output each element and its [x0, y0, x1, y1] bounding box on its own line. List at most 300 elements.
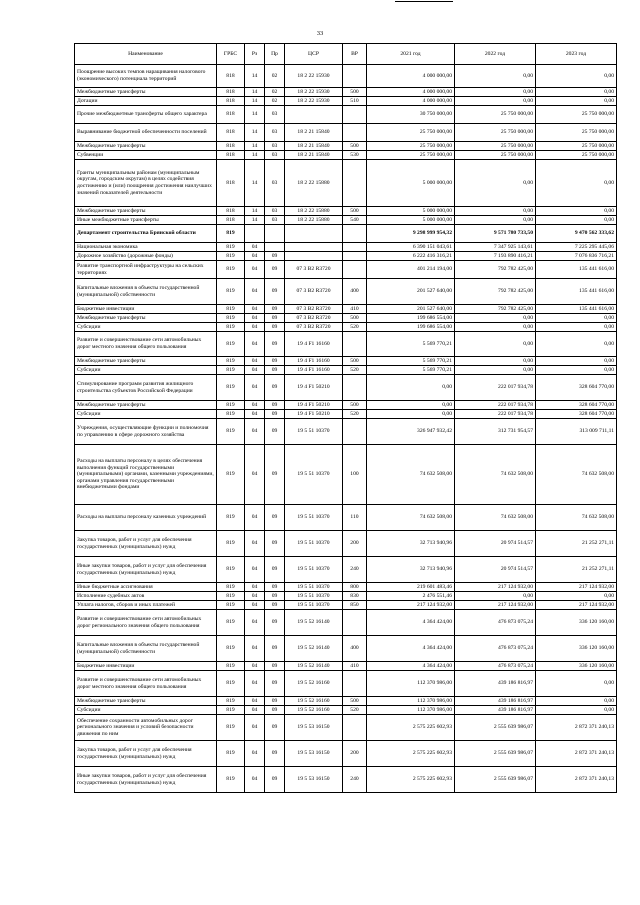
cell-2023: 0,00 — [536, 592, 617, 601]
cell-pr — [265, 243, 285, 252]
cell-2022: 0,00 — [455, 216, 536, 225]
cell-grbs: 819 — [217, 252, 245, 261]
cell-csr: 07 3 В2 R3720 — [285, 305, 343, 314]
cell-csr: 18 2 22 15930 — [285, 97, 343, 106]
cell-2022: 222 017 934,78 — [455, 375, 536, 401]
cell-grbs: 819 — [217, 531, 245, 557]
cell-name: Межбюджетные трансферты — [75, 88, 217, 97]
cell-2023: 336 120 160,00 — [536, 636, 617, 662]
cell-2021: 25 750 000,00 — [367, 124, 455, 142]
cell-vr: 530 — [343, 151, 367, 160]
cell-2022: 9 571 780 733,50 — [455, 225, 536, 243]
table-row — [75, 142, 617, 151]
cell-pr: 09 — [265, 592, 285, 601]
cell-2022: 25 750 000,00 — [455, 142, 536, 151]
cell-name: Исполнение судебных актов — [75, 592, 217, 601]
table-row — [75, 445, 617, 505]
cell-vr: 500 — [343, 357, 367, 366]
cell-2022: 74 632 508,00 — [455, 445, 536, 505]
cell-grbs: 819 — [217, 261, 245, 279]
cell-2023: 25 750 000,00 — [536, 142, 617, 151]
cell-grbs: 819 — [217, 741, 245, 767]
cell-grbs: 819 — [217, 419, 245, 445]
cell-2021: 199 686 554,00 — [367, 323, 455, 332]
cell-2021: 0,00 — [367, 410, 455, 419]
cell-name: Капитальные вложения в объекты государственной (муниципальной) собственности — [75, 636, 217, 662]
cell-2023: 217 124 932,00 — [536, 601, 617, 610]
cell-vr: 400 — [343, 279, 367, 305]
table-row — [75, 243, 617, 252]
cell-2023: 0,00 — [536, 160, 617, 207]
cell-csr: 07 3 В2 R3720 — [285, 323, 343, 332]
cell-name: Гранты муниципальным районам (муниципальным округам, городским округам) в целях содействия достижению и (или) поощрения достижения наилучших значений показателей деятельности — [75, 160, 217, 207]
cell-name: Дорожное хозяйство (дорожные фонды) — [75, 252, 217, 261]
cell-csr: 19 5 52 16160 — [285, 671, 343, 697]
cell-vr: 500 — [343, 142, 367, 151]
cell-pr: 09 — [265, 419, 285, 445]
cell-vr: 240 — [343, 767, 367, 793]
cell-rz: 04 — [245, 375, 265, 401]
cell-rz: 04 — [245, 243, 265, 252]
cell-name: Развитие и совершенствование сети автомобильных дорог местного значения общего пользования — [75, 671, 217, 697]
cell-grbs: 819 — [217, 323, 245, 332]
cell-2021: 6 390 151 043,61 — [367, 243, 455, 252]
cell-vr — [343, 715, 367, 741]
table-row — [75, 65, 617, 88]
table-row — [75, 261, 617, 279]
cell-rz: 04 — [245, 332, 265, 357]
cell-2022: 792 782 425,00 — [455, 261, 536, 279]
table-row — [75, 715, 617, 741]
cell-2021: 25 750 000,00 — [367, 142, 455, 151]
cell-pr: 09 — [265, 697, 285, 706]
cell-2022: 792 782 425,00 — [455, 279, 536, 305]
cell-rz: 04 — [245, 261, 265, 279]
cell-csr: 19 5 52 16140 — [285, 610, 343, 636]
cell-2021: 4 364 424,00 — [367, 610, 455, 636]
cell-csr: 19 4 F1 50210 — [285, 410, 343, 419]
header-vr: ВР — [343, 44, 367, 65]
cell-2022: 2 555 639 986,07 — [455, 741, 536, 767]
cell-2023: 328 604 770,00 — [536, 401, 617, 410]
cell-rz: 04 — [245, 583, 265, 592]
cell-2021: 201 527 640,00 — [367, 279, 455, 305]
cell-name: Субсидии — [75, 706, 217, 715]
cell-rz — [245, 225, 265, 243]
cell-2023: 25 750 000,00 — [536, 106, 617, 124]
cell-2022: 217 124 932,00 — [455, 601, 536, 610]
table-row — [75, 279, 617, 305]
cell-name: Иные закупки товаров, работ и услуг для обеспечения государственных (муниципальных) нужд — [75, 557, 217, 583]
cell-2023: 313 009 711,11 — [536, 419, 617, 445]
cell-pr: 09 — [265, 410, 285, 419]
cell-2023: 336 120 160,00 — [536, 662, 617, 671]
cell-name: Департамент строительства Брянской области — [75, 225, 217, 243]
cell-2023: 0,00 — [536, 366, 617, 375]
cell-2022: 20 974 514,57 — [455, 557, 536, 583]
table-row — [75, 375, 617, 401]
cell-2022: 476 873 075,24 — [455, 662, 536, 671]
cell-2023: 0,00 — [536, 88, 617, 97]
cell-grbs: 819 — [217, 715, 245, 741]
cell-rz: 04 — [245, 305, 265, 314]
cell-grbs: 819 — [217, 557, 245, 583]
cell-pr: 09 — [265, 610, 285, 636]
cell-csr: 19 4 F1 16160 — [285, 366, 343, 375]
cell-grbs: 818 — [217, 151, 245, 160]
header-2023: 2023 год — [536, 44, 617, 65]
cell-rz: 04 — [245, 697, 265, 706]
table-row — [75, 88, 617, 97]
cell-2023: 74 632 508,00 — [536, 445, 617, 505]
cell-2022: 217 124 932,00 — [455, 583, 536, 592]
cell-name: Расходы на выплаты персоналу казенных учреждений — [75, 505, 217, 531]
cell-2021: 32 713 940,96 — [367, 531, 455, 557]
cell-2023: 0,00 — [536, 332, 617, 357]
cell-2023: 217 124 932,00 — [536, 583, 617, 592]
cell-2023: 135 441 616,00 — [536, 305, 617, 314]
table-row — [75, 767, 617, 793]
cell-pr: 09 — [265, 279, 285, 305]
cell-rz: 04 — [245, 419, 265, 445]
cell-rz: 04 — [245, 610, 265, 636]
cell-name: Капитальные вложения в объекты государственной (муниципальной) собственности — [75, 279, 217, 305]
cell-2022: 476 873 075,24 — [455, 610, 536, 636]
budget-table — [74, 43, 617, 793]
cell-rz: 14 — [245, 106, 265, 124]
cell-csr: 19 5 51 10370 — [285, 557, 343, 583]
cell-pr: 03 — [265, 207, 285, 216]
top-rule — [395, 1, 453, 2]
cell-2022: 7 347 925 143,61 — [455, 243, 536, 252]
cell-vr: 100 — [343, 445, 367, 505]
cell-vr: 500 — [343, 401, 367, 410]
cell-grbs: 819 — [217, 243, 245, 252]
cell-grbs: 818 — [217, 65, 245, 88]
cell-csr: 19 5 52 16160 — [285, 706, 343, 715]
table-row — [75, 419, 617, 445]
cell-name: Межбюджетные трансферты — [75, 697, 217, 706]
cell-rz: 14 — [245, 160, 265, 207]
cell-2022: 20 974 514,57 — [455, 531, 536, 557]
cell-csr: 18 2 21 15840 — [285, 124, 343, 142]
cell-rz: 04 — [245, 741, 265, 767]
cell-2022: 2 555 639 986,07 — [455, 715, 536, 741]
cell-name: Субвенции — [75, 151, 217, 160]
cell-2022: 0,00 — [455, 332, 536, 357]
cell-vr — [343, 124, 367, 142]
cell-rz: 04 — [245, 592, 265, 601]
cell-grbs: 819 — [217, 505, 245, 531]
cell-pr: 03 — [265, 216, 285, 225]
cell-name: Прочие межбюджетные трансферты общего характера — [75, 106, 217, 124]
cell-2022: 222 017 934,78 — [455, 410, 536, 419]
cell-pr: 09 — [265, 314, 285, 323]
cell-rz: 14 — [245, 65, 265, 88]
cell-rz: 14 — [245, 124, 265, 142]
cell-csr — [285, 243, 343, 252]
cell-rz: 04 — [245, 662, 265, 671]
cell-csr: 18 2 22 15930 — [285, 65, 343, 88]
cell-csr: 19 5 51 10370 — [285, 592, 343, 601]
cell-rz: 14 — [245, 207, 265, 216]
cell-grbs: 819 — [217, 279, 245, 305]
cell-pr — [265, 225, 285, 243]
cell-vr — [343, 225, 367, 243]
cell-vr: 850 — [343, 601, 367, 610]
cell-grbs: 818 — [217, 160, 245, 207]
table-row — [75, 305, 617, 314]
cell-2021: 0,00 — [367, 375, 455, 401]
cell-name: Бюджетные инвестиции — [75, 305, 217, 314]
header-name: Наименование — [75, 44, 217, 65]
cell-rz: 04 — [245, 636, 265, 662]
cell-vr — [343, 252, 367, 261]
cell-2021: 6 222 416 316,21 — [367, 252, 455, 261]
cell-vr — [343, 332, 367, 357]
table-row — [75, 592, 617, 601]
cell-rz: 04 — [245, 314, 265, 323]
table-row — [75, 671, 617, 697]
cell-rz: 04 — [245, 357, 265, 366]
cell-vr: 800 — [343, 583, 367, 592]
cell-vr — [343, 65, 367, 88]
cell-pr: 09 — [265, 706, 285, 715]
cell-vr — [343, 419, 367, 445]
cell-pr: 03 — [265, 151, 285, 160]
cell-vr: 520 — [343, 706, 367, 715]
cell-2021: 2 575 225 602,93 — [367, 715, 455, 741]
cell-rz: 04 — [245, 715, 265, 741]
cell-grbs: 818 — [217, 142, 245, 151]
cell-grbs: 819 — [217, 636, 245, 662]
cell-vr: 240 — [343, 557, 367, 583]
cell-rz: 04 — [245, 323, 265, 332]
cell-pr: 02 — [265, 97, 285, 106]
cell-grbs: 818 — [217, 216, 245, 225]
cell-2021: 199 686 554,00 — [367, 314, 455, 323]
cell-pr: 09 — [265, 636, 285, 662]
cell-2023: 21 252 271,11 — [536, 557, 617, 583]
cell-2022: 439 186 816,97 — [455, 671, 536, 697]
cell-vr: 500 — [343, 88, 367, 97]
cell-2023: 74 632 508,00 — [536, 505, 617, 531]
cell-pr: 09 — [265, 715, 285, 741]
cell-2021: 30 750 000,00 — [367, 106, 455, 124]
table-row — [75, 601, 617, 610]
cell-csr: 19 5 51 10370 — [285, 531, 343, 557]
cell-vr: 520 — [343, 323, 367, 332]
table-row — [75, 323, 617, 332]
header-2021: 2021 год — [367, 44, 455, 65]
cell-pr: 09 — [265, 323, 285, 332]
cell-2023: 21 252 271,11 — [536, 531, 617, 557]
cell-2021: 401 214 194,00 — [367, 261, 455, 279]
header-2022: 2022 год — [455, 44, 536, 65]
cell-pr: 09 — [265, 671, 285, 697]
cell-vr: 830 — [343, 592, 367, 601]
table-row — [75, 314, 617, 323]
cell-2021: 4 000 000,00 — [367, 88, 455, 97]
cell-2023: 25 750 000,00 — [536, 151, 617, 160]
cell-2021: 4 364 424,00 — [367, 636, 455, 662]
cell-pr: 03 — [265, 124, 285, 142]
cell-grbs: 819 — [217, 332, 245, 357]
cell-name: Стимулирование программ развития жилищного строительства субъектов Российской Федерации — [75, 375, 217, 401]
table-row — [75, 106, 617, 124]
cell-grbs: 819 — [217, 445, 245, 505]
cell-vr: 520 — [343, 410, 367, 419]
cell-2023: 2 872 371 240,13 — [536, 741, 617, 767]
cell-csr: 19 5 53 16150 — [285, 715, 343, 741]
cell-vr — [343, 261, 367, 279]
cell-2023: 0,00 — [536, 207, 617, 216]
cell-2022: 0,00 — [455, 97, 536, 106]
cell-2022: 74 632 508,00 — [455, 505, 536, 531]
cell-csr: 19 4 F1 16160 — [285, 357, 343, 366]
cell-vr: 400 — [343, 636, 367, 662]
cell-2022: 0,00 — [455, 592, 536, 601]
cell-csr: 18 2 21 15840 — [285, 151, 343, 160]
cell-csr: 19 5 51 10370 — [285, 583, 343, 592]
page-number: 33 — [316, 30, 324, 37]
cell-csr: 19 5 51 10370 — [285, 445, 343, 505]
table-row — [75, 583, 617, 592]
cell-name: Субсидии — [75, 366, 217, 375]
cell-csr: 19 5 52 16140 — [285, 662, 343, 671]
cell-rz: 14 — [245, 88, 265, 97]
cell-vr: 110 — [343, 505, 367, 531]
cell-grbs: 818 — [217, 124, 245, 142]
cell-rz: 04 — [245, 706, 265, 715]
cell-grbs: 819 — [217, 401, 245, 410]
cell-grbs: 818 — [217, 106, 245, 124]
cell-2021: 9 298 999 954,32 — [367, 225, 455, 243]
cell-2023: 0,00 — [536, 706, 617, 715]
cell-2021: 2 575 225 602,93 — [367, 767, 455, 793]
cell-2023: 0,00 — [536, 216, 617, 225]
cell-2022: 476 873 075,24 — [455, 636, 536, 662]
cell-2023: 7 225 295 445,06 — [536, 243, 617, 252]
cell-rz: 14 — [245, 216, 265, 225]
cell-csr: 19 5 52 16140 — [285, 636, 343, 662]
cell-pr: 09 — [265, 445, 285, 505]
cell-rz: 14 — [245, 142, 265, 151]
cell-2023: 0,00 — [536, 697, 617, 706]
cell-name: Дотации — [75, 97, 217, 106]
cell-rz: 04 — [245, 601, 265, 610]
cell-2022: 0,00 — [455, 207, 536, 216]
cell-vr: 200 — [343, 531, 367, 557]
header-row — [75, 44, 617, 65]
cell-2022: 0,00 — [455, 65, 536, 88]
cell-name: Развитие и совершенствование сети автомобильных дорог местного значения общего пользования — [75, 332, 217, 357]
cell-2023: 328 604 770,00 — [536, 410, 617, 419]
cell-2023: 328 604 770,00 — [536, 375, 617, 401]
cell-grbs: 819 — [217, 671, 245, 697]
cell-rz: 04 — [245, 767, 265, 793]
cell-2022: 312 731 954,57 — [455, 419, 536, 445]
cell-csr: 07 3 В2 R3720 — [285, 314, 343, 323]
cell-2021: 5 000 000,00 — [367, 160, 455, 207]
table-row — [75, 505, 617, 531]
cell-csr: 07 3 В2 R3720 — [285, 261, 343, 279]
cell-2023: 0,00 — [536, 357, 617, 366]
cell-2022: 0,00 — [455, 160, 536, 207]
cell-name: Иные межбюджетные трансферты — [75, 216, 217, 225]
cell-2021: 112 370 986,00 — [367, 671, 455, 697]
cell-csr: 18 2 22 15930 — [285, 88, 343, 97]
cell-csr — [285, 252, 343, 261]
cell-name: Учреждения, осуществляющие функции и полномочия по управлению в сфере дорожного хозяйства — [75, 419, 217, 445]
cell-csr: 19 5 51 10370 — [285, 601, 343, 610]
cell-csr — [285, 225, 343, 243]
cell-2021: 5 000 000,00 — [367, 207, 455, 216]
table-row — [75, 207, 617, 216]
cell-name: Закупка товаров, работ и услуг для обеспечения государственных (муниципальных) нужд — [75, 741, 217, 767]
cell-csr: 19 4 F1 16160 — [285, 332, 343, 357]
cell-2021: 201 527 640,00 — [367, 305, 455, 314]
cell-pr: 02 — [265, 88, 285, 97]
cell-name: Иные закупки товаров, работ и услуг для обеспечения государственных (муниципальных) нужд — [75, 767, 217, 793]
header-pr: Пр — [265, 44, 285, 65]
cell-csr: 19 5 53 16150 — [285, 741, 343, 767]
cell-rz: 04 — [245, 401, 265, 410]
cell-grbs: 818 — [217, 88, 245, 97]
cell-vr — [343, 671, 367, 697]
cell-2021: 5 569 770,21 — [367, 332, 455, 357]
cell-csr: 19 5 53 16150 — [285, 767, 343, 793]
cell-csr: 19 5 51 10370 — [285, 505, 343, 531]
cell-rz: 04 — [245, 366, 265, 375]
cell-rz: 04 — [245, 505, 265, 531]
cell-grbs: 819 — [217, 314, 245, 323]
cell-csr: 18 2 21 15840 — [285, 142, 343, 151]
cell-pr: 09 — [265, 741, 285, 767]
cell-vr — [343, 610, 367, 636]
table-body — [75, 65, 617, 793]
cell-name: Расходы на выплаты персоналу в целях обеспечения выполнения функций государственными (муниципальными) органами, казенными учреждениями, органами управления государственными внебюджетными фондами — [75, 445, 217, 505]
cell-2021: 217 124 932,00 — [367, 601, 455, 610]
header-rz: Рз — [245, 44, 265, 65]
table-row — [75, 741, 617, 767]
cell-csr: 19 5 52 16160 — [285, 697, 343, 706]
table-row — [75, 697, 617, 706]
cell-name: Межбюджетные трансферты — [75, 314, 217, 323]
table-row — [75, 252, 617, 261]
table-row — [75, 97, 617, 106]
cell-pr: 09 — [265, 401, 285, 410]
cell-2023: 2 872 371 240,13 — [536, 767, 617, 793]
cell-2021: 5 000 000,00 — [367, 216, 455, 225]
cell-2022: 792 782 425,00 — [455, 305, 536, 314]
cell-2022: 7 193 890 416,21 — [455, 252, 536, 261]
cell-pr: 09 — [265, 583, 285, 592]
cell-2023: 0,00 — [536, 65, 617, 88]
cell-2023: 135 441 616,00 — [536, 261, 617, 279]
cell-pr: 09 — [265, 366, 285, 375]
cell-csr: 19 4 F1 50210 — [285, 375, 343, 401]
cell-name: Межбюджетные трансферты — [75, 207, 217, 216]
cell-rz: 04 — [245, 279, 265, 305]
cell-name: Закупка товаров, работ и услуг для обеспечения государственных (муниципальных) нужд — [75, 531, 217, 557]
cell-pr: 09 — [265, 662, 285, 671]
cell-vr — [343, 243, 367, 252]
cell-2023: 9 470 562 333,62 — [536, 225, 617, 243]
cell-pr: 09 — [265, 332, 285, 357]
cell-2022: 25 750 000,00 — [455, 106, 536, 124]
cell-2022: 439 186 816,97 — [455, 697, 536, 706]
